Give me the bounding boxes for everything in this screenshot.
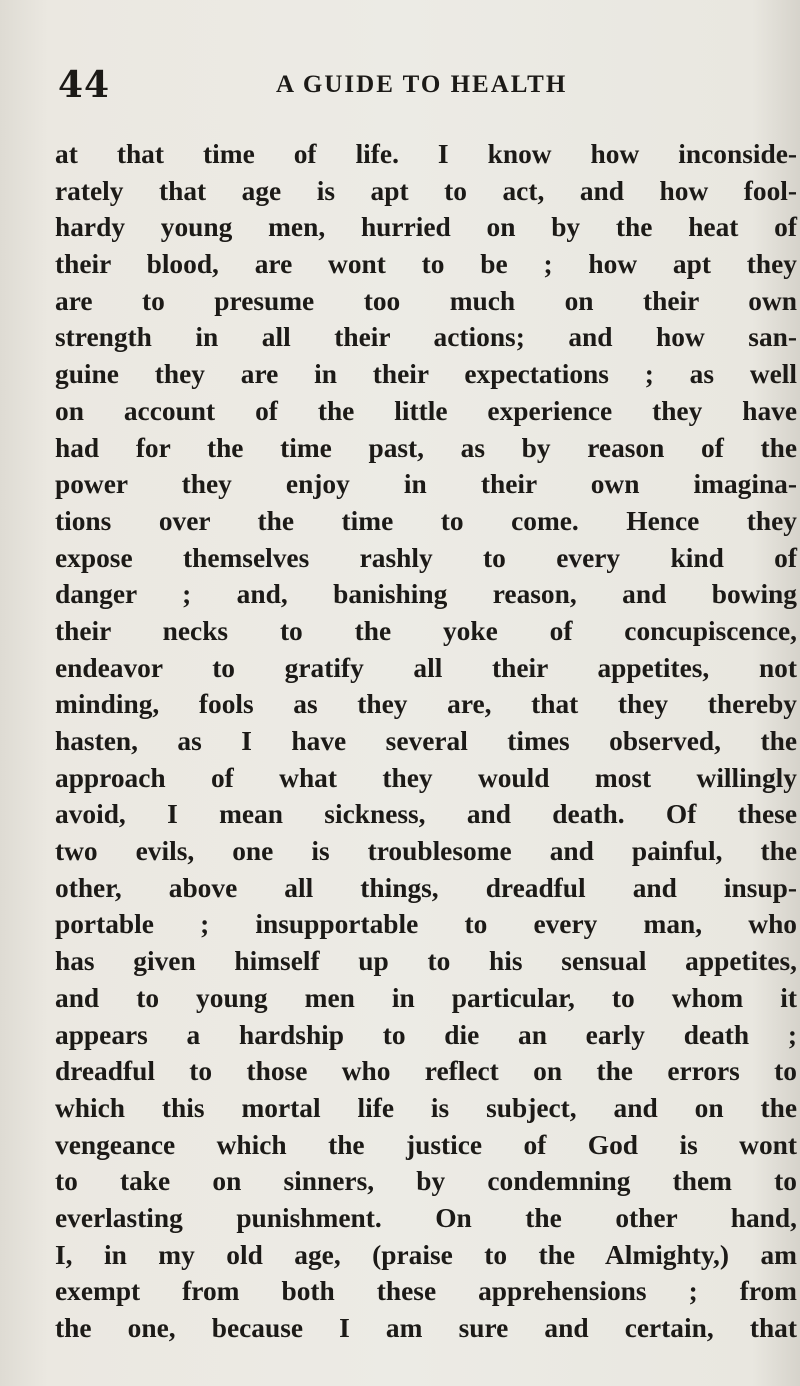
text-line: hardy young men, hurried on by the heat of [55,212,797,243]
text-line: minding, fools as they are, that they thereby [55,689,797,720]
text-line: dreadful to those who reflect on the errors to [55,1056,797,1087]
text-line: two evils, one is troublesome and painful, the [55,836,797,867]
body-text [55,136,797,1347]
running-head: A GUIDE TO HEALTH [276,71,568,98]
text-line: tions over the time to come. Hence they [55,505,797,536]
text-line: the one, because I am sure and certain, that [55,1313,797,1343]
text-line: at that time of life. I know how inconside- [55,139,797,169]
text-line: expose themselves rashly to every kind of [55,542,797,573]
text-line: avoid, I mean sickness, and death. Of these [55,799,797,830]
text-line: I, in my old age, (praise to the Almighty,) am [55,1239,797,1270]
text-line: appears a hardship to die an early death ; [55,1019,797,1050]
text-line: are to presume too much on their own [55,285,797,316]
text-line: had for the time past, as by reason of the [55,432,797,463]
text-line: everlasting punishment. On the other hand, [55,1202,797,1233]
text-line: other, above all things, dreadful and insup- [55,872,797,903]
text-line: vengeance which the justice of God is wont [55,1129,797,1160]
page-number: 44 [58,64,111,106]
text-line: rately that age is apt to act, and how fool- [55,175,797,206]
text-line: exempt from both these apprehensions ; from [55,1276,797,1307]
text-line: their necks to the yoke of concupiscence, [55,615,797,646]
text-line: danger ; and, banishing reason, and bowing [55,579,797,610]
text-line: portable ; insupportable to every man, who [55,909,797,940]
text-line: their blood, are wont to be ; how apt they [55,249,797,280]
text-line: to take on sinners, by condemning them to [55,1166,797,1197]
text-line: guine they are in their expectations ; as well [55,359,797,390]
text-line: power they enjoy in their own imagina- [55,469,797,500]
text-line: has given himself up to his sensual appetites, [55,946,797,977]
text-line: endeavor to gratify all their appetites, not [55,652,797,683]
text-line: approach of what they would most willingly [55,762,797,793]
page-header [58,60,778,110]
text-line: and to young men in particular, to whom it [55,982,797,1013]
text-line: which this mortal life is subject, and on the [55,1092,797,1123]
text-line: on account of the little experience they have [55,395,797,426]
text-line: hasten, as I have several times observed, the [55,726,797,756]
text-line: strength in all their actions; and how san- [55,322,797,353]
